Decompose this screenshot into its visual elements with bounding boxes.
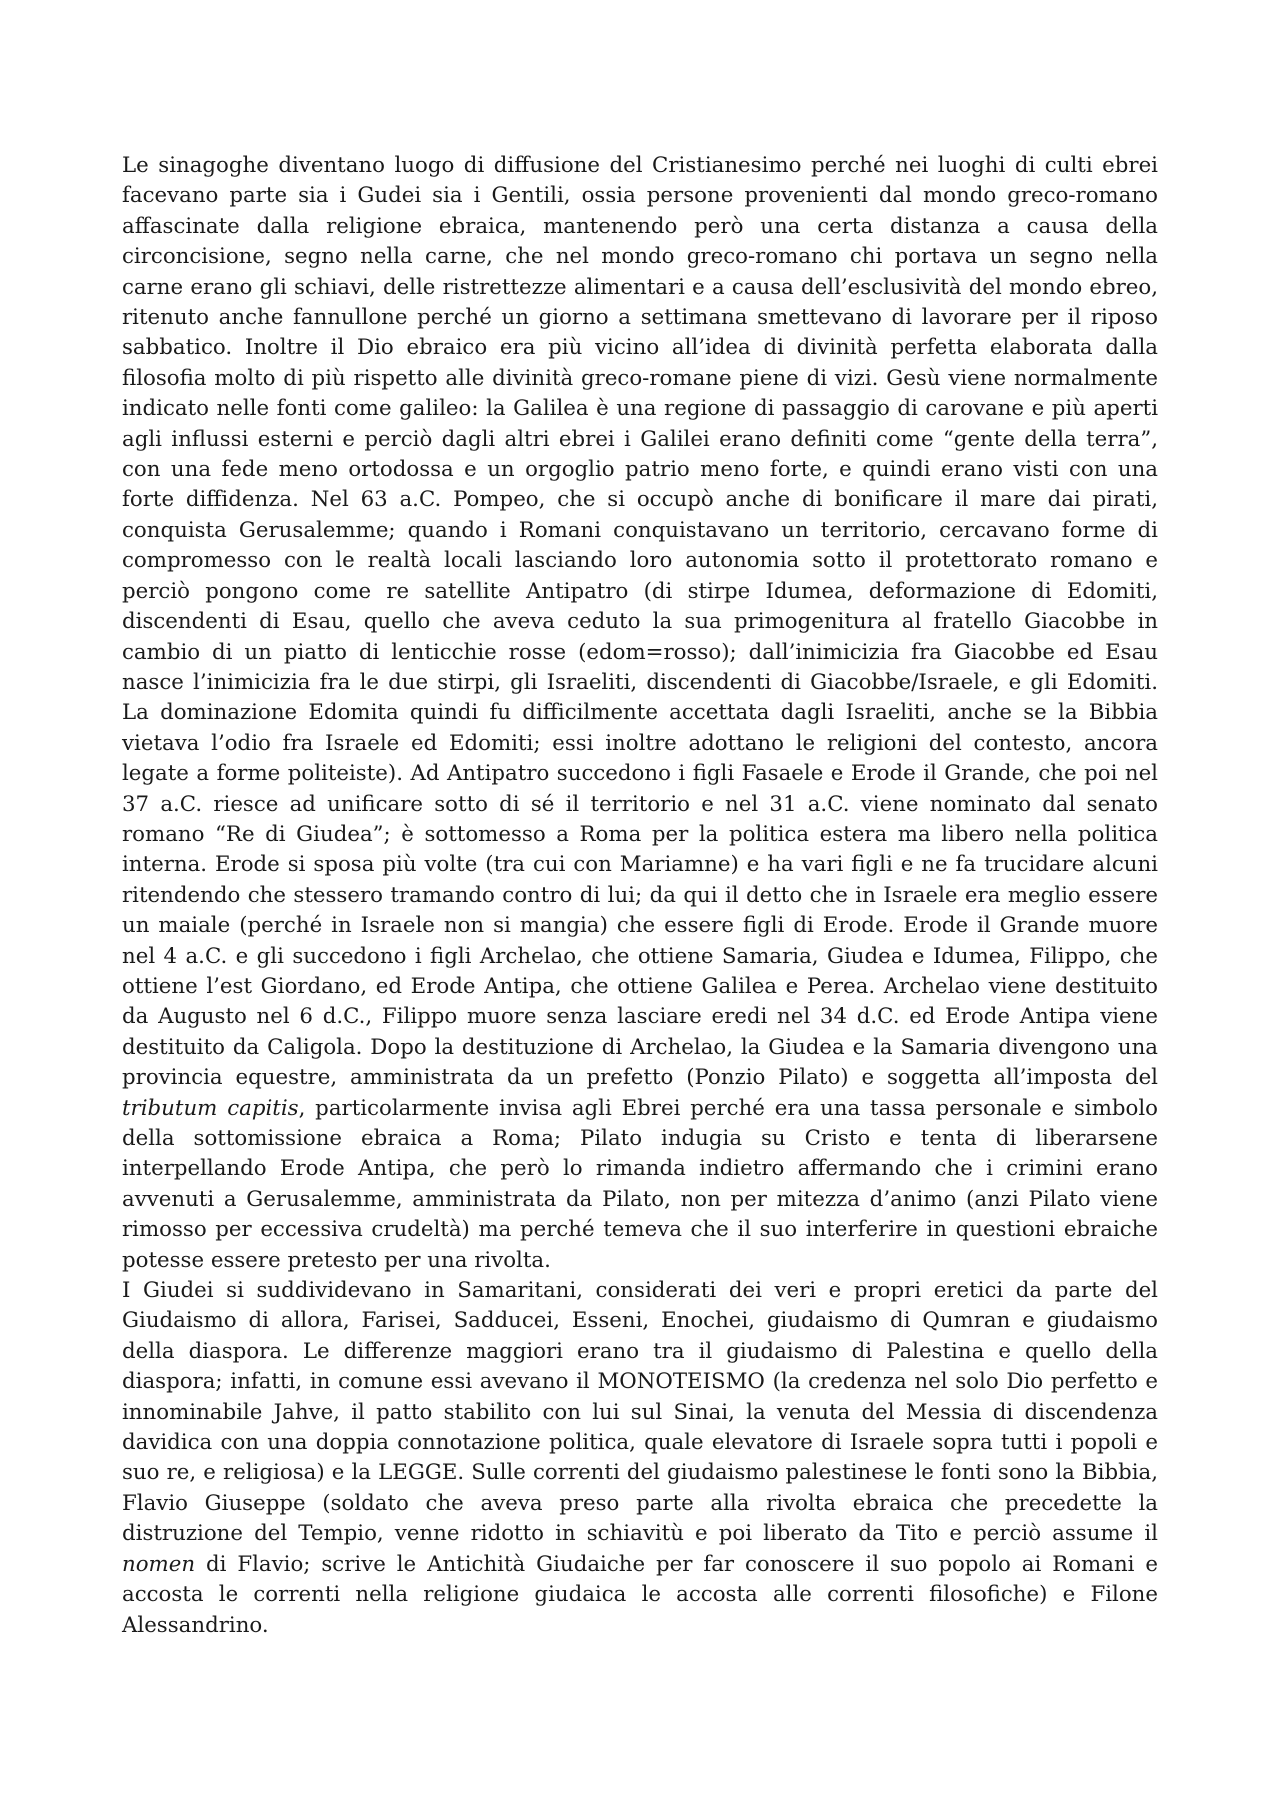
paragraph-text: , particolarmente invisa agli Ebrei perché era una tassa personale e simbolo della sottomissione ebraica a Roma; Pilato indugia su Cristo e tenta di liberarsene interpellando Erode Antipa, che però lo rimanda indietro affermando che i crimini erano avvenuti a Gerusalemme, amministrata da Pilato, non per mitezza d’animo (anzi Pilato viene rimosso per eccessiva crudeltà) ma perché temeva che il suo interferire in questioni ebraiche potesse essere pretesto per una rivolta. bbox=[122, 1095, 1158, 1273]
italic-term: tributum capitis bbox=[122, 1095, 299, 1121]
paragraph-history bbox=[122, 151, 1158, 1276]
paragraph-text: Le sinagoghe diventano luogo di diffusione del Cristianesimo perché nei luoghi di culti ebrei facevano parte sia i Gudei sia i Gentili, ossia persone provenienti dal mondo greco-romano affascinate dalla religione ebraica, mantenendo però una certa distanza a causa della circoncisione, segno nella carne, che nel mondo greco-romano chi portava un segno nella carne erano gli schiavi, delle ristrettezze alimentari e a causa dell’esclusività del mondo ebreo, ritenuto anche fannullone perché un giorno a settimana smettevano di lavorare per il riposo sabbatico. Inoltre il Dio ebraico era più vicino all’idea di divinità perfetta elaborata dalla filosofia molto di più rispetto alle divinità greco-romane piene di vizi. Gesù viene normalmente indicato nelle fonti come galileo: la Galilea è una regione di passaggio di carovane e più aperti agli influssi esterni e perciò dagli altri ebrei i Galilei erano definiti come “gente della terra”, con una fede meno ortodossa e un orgoglio patrio meno forte, e quindi erano visti con una forte diffidenza. Nel 63 a.C. Pompeo, che si occupò anche di bonificare il mare dai pirati, conquista Gerusalemme; quando i Romani conquistavano un territorio, cercavano forme di compromesso con le realtà locali lasciando loro autonomia sotto il protettorato romano e perciò pongono come re satellite Antipatro (di stirpe Idumea, deformazione di Edomiti, discendenti di Esau, quello che aveva ceduto la sua primogenitura al fratello Giacobbe in cambio di un piatto di lenticchie rosse (edom=rosso); dall’inimicizia fra Giacobbe ed Esau nasce l’inimicizia fra le due stirpi, gli Israeliti, discendenti di Giacobbe/Israele, e gli Edomiti. La dominazione Edomita quindi fu difficilmente accettata dagli Israeliti, anche se la Bibbia vietava l’odio fra Israele ed Edomiti; essi inoltre adottano le religioni del contesto, ancora legate a forme politeiste). Ad Antipatro succedono i figli Fasaele e Erode il Grande, che poi nel 37 a.C. riesce ad unificare sotto di sé il territorio e nel 31 a.C. viene nominato dal senato romano “Re di Giudea”; è sottomesso a Roma per la politica estera ma libero nella politica interna. Erode si sposa più volte (tra cui con Mariamne) e ha vari figli e ne fa trucidare alcuni ritendendo che stessero tramando contro di lui; da qui il detto che in Israele era meglio essere un maiale (perché in Israele non si mangia) che essere figli di Erode. Erode il Grande muore nel 4 a.C. e gli succedono i figli Archelao, che ottiene Samaria, Giudea e Idumea, Filippo, che ottiene l’est Giordano, ed Erode Antipa, che ottiene Galilea e Perea. Archelao viene destituito da Augusto nel 6 d.C., Filippo muore senza lasciare eredi nel 34 d.C. ed Erode Antipa viene destituito da Caligola. Dopo la destituzione di Archelao, la Giudea e la Samaria divengono una provincia equestre, amministrata da un prefetto (Ponzio Pilato) e soggetta all’imposta del bbox=[122, 153, 1158, 1091]
italic-term: nomen bbox=[122, 1551, 196, 1577]
paragraph-judaism bbox=[122, 1276, 1158, 1641]
paragraph-text: di Flavio; scrive le Antichità Giudaiche per far conoscere il suo popolo ai Romani e accosta le correnti nella religione giudaica le accosta alle correnti filosofiche) e Filone Alessandrino. bbox=[122, 1551, 1158, 1638]
document-page bbox=[122, 151, 1158, 1641]
paragraph-text: I Giudei si suddividevano in Samaritani, considerati dei veri e propri eretici da parte del Giudaismo di allora, Farisei, Sadducei, Esseni, Enochei, giudaismo di Qumran e giudaismo della diaspora. Le differenze maggiori erano tra il giudaismo di Palestina e quello della diaspora; infatti, in comune essi avevano il MONOTEISMO (la credenza nel solo Dio perfetto e innominabile Jahve, il patto stabilito con lui sul Sinai, la venuta del Messia di discendenza davidica con una doppia connotazione politica, quale elevatore di Israele sopra tutti i popoli e suo re, e religiosa) e la LEGGE. Sulle correnti del giudaismo palestinese le fonti sono la Bibbia, Flavio Giuseppe (soldato che aveva preso parte alla rivolta ebraica che precedette la distruzione del Tempio, venne ridotto in schiavitù e poi liberato da Tito e perciò assume il bbox=[122, 1278, 1158, 1547]
